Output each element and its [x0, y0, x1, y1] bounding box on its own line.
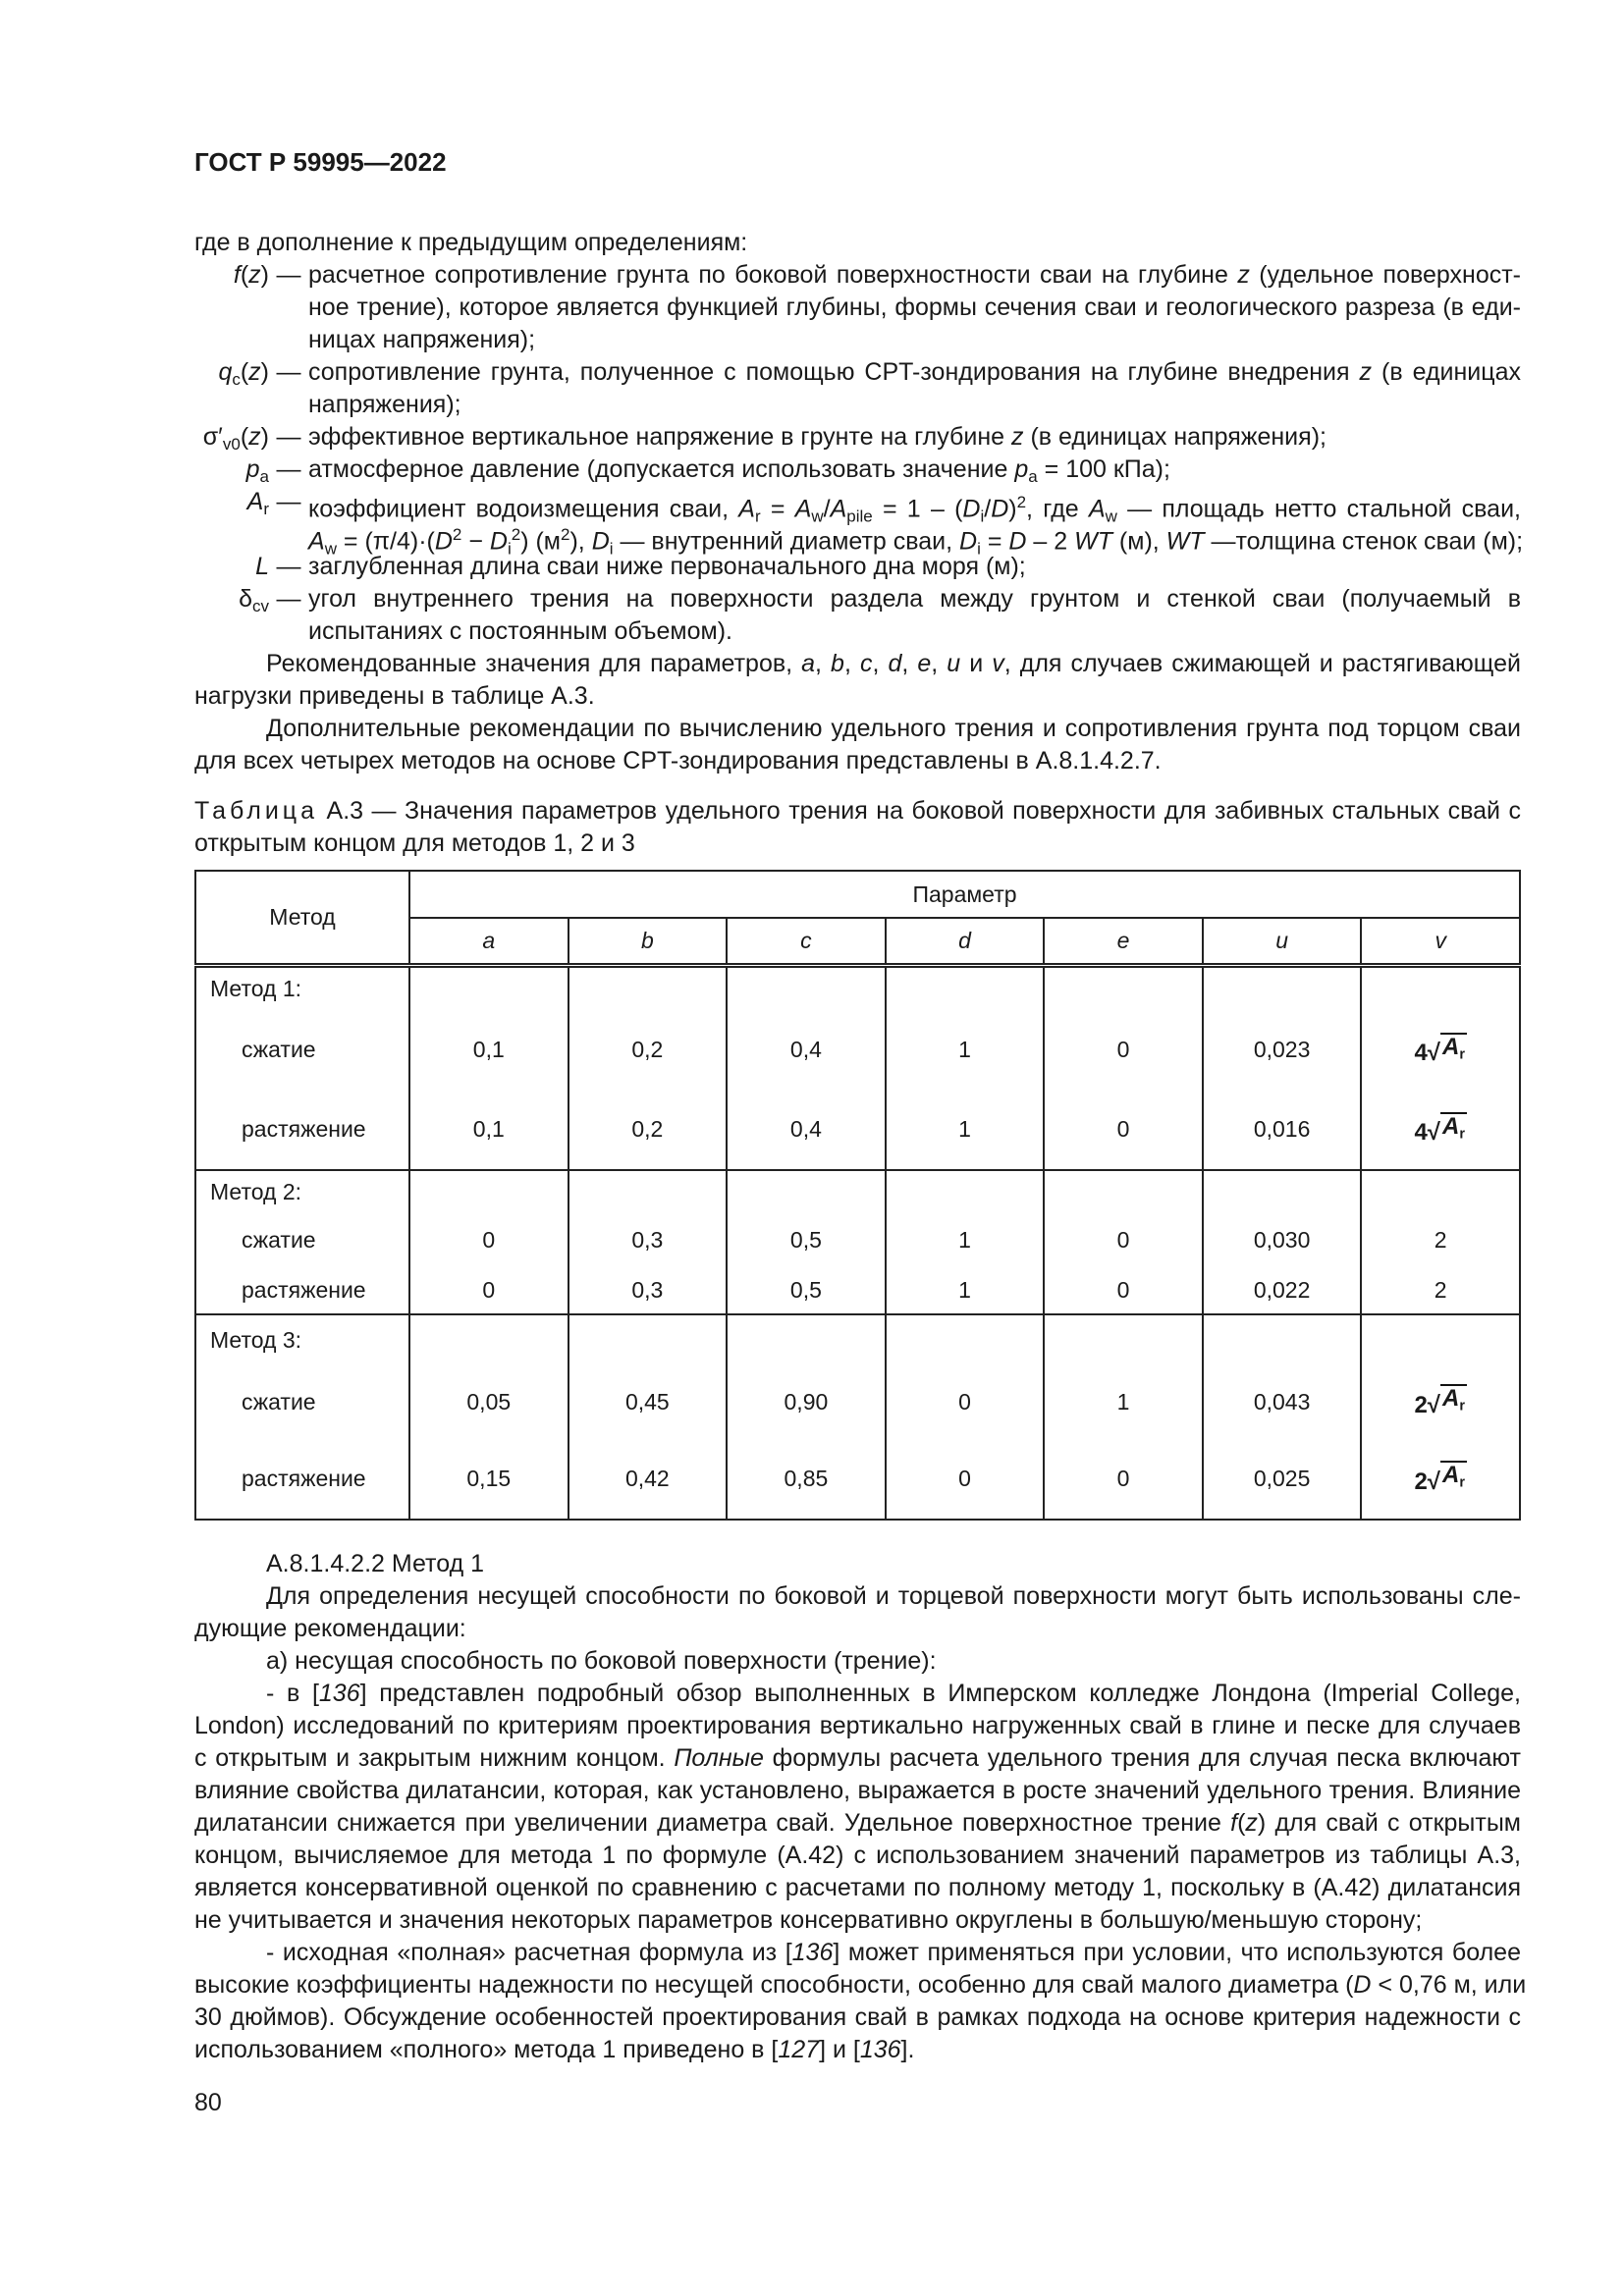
v-value-cell [1361, 1439, 1520, 1520]
text-span: 2 [561, 525, 570, 544]
text-line: Дополнительные рекомендации по вычислению удельного трения и сопротивления грунта под торцом сваи [266, 715, 1521, 742]
text-line: напряжения); [308, 391, 461, 418]
text-span: z [1359, 358, 1373, 386]
formula-coefficient: 4 [1414, 1119, 1428, 1147]
formula-radicand [1440, 1384, 1467, 1418]
value-cell: 0,42 [568, 1439, 728, 1520]
load-case-label: растяжение [195, 1439, 409, 1520]
value-cell: 0,45 [568, 1365, 728, 1439]
table-row [195, 1267, 1520, 1314]
text-span: z [248, 423, 261, 451]
empty-cell [886, 1314, 1045, 1365]
empty-cell [568, 1170, 728, 1213]
formula-radicand [1440, 1461, 1467, 1495]
value-cell: 0 [886, 1439, 1045, 1520]
definitions-section [194, 227, 1524, 777]
text-span: e [917, 650, 932, 677]
parameter-table [194, 870, 1521, 1521]
value-cell: 0,05 [409, 1365, 568, 1439]
v-value-cell [1361, 1365, 1520, 1439]
load-case-label: сжатие [195, 1010, 409, 1091]
text-line: для всех четырех методов на основе CPT-зондирования представлены в А.8.1.4.2.7. [194, 747, 1162, 774]
definition-dash: — [276, 488, 301, 515]
text-span: pile [846, 507, 873, 526]
text-line: испытаниях с постоянным объемом). [308, 617, 732, 645]
radicand-symbol: A [1441, 1385, 1460, 1413]
text-line: сопротивление грунта, полученное с помощью CPT-зондирования на глубине внедрения z (в единицах [308, 358, 1521, 386]
text-line: коэффициент водоизмещения сваи, $A_r = A_w/A_{pile} = 1 - (D_i/D)^2$, где $A_w$ — площадь нетто стальной сваи, [308, 493, 1521, 526]
text-line: угол внутреннего трения на поверхности раздела между грунтом и стенкой сваи (получаемый в [308, 585, 1521, 613]
value-cell: 0 [1044, 1010, 1203, 1091]
method-group-row [195, 966, 1520, 1010]
value-cell: 1 [1044, 1365, 1203, 1439]
load-case-label: сжатие [195, 1213, 409, 1267]
text-span: f [233, 261, 241, 289]
value-cell: 0 [1044, 1267, 1203, 1314]
definition-item [194, 454, 1521, 486]
definition-text [308, 356, 1521, 421]
radicand-subscript: r [1459, 1046, 1465, 1063]
parameter-name-v: v [1361, 918, 1520, 966]
method-label: Метод 3: [195, 1314, 409, 1365]
text-span: A [830, 495, 847, 523]
value-cell: 0,030 [1203, 1213, 1362, 1267]
value-cell: 0,4 [727, 1091, 886, 1170]
text-span: a [259, 467, 269, 487]
value-cell: 0 [886, 1365, 1045, 1439]
radicand-symbol: A [1441, 1112, 1460, 1140]
text-span: D [959, 527, 978, 556]
empty-cell [568, 966, 728, 1010]
caption-line: открытым концом для методов 1, 2 и 3 [194, 829, 635, 857]
parameter-name-u: u [1203, 918, 1362, 966]
text-span: f [1230, 1809, 1238, 1837]
text-span: v [992, 650, 1004, 677]
definition-dash: — [276, 553, 301, 580]
empty-cell [1044, 966, 1203, 1010]
text-span: Полные [674, 1744, 764, 1772]
definitions-list [194, 259, 1524, 648]
text-span: z [1245, 1809, 1258, 1837]
method-header: Метод [195, 871, 409, 966]
parameter-name-d: d [886, 918, 1045, 966]
sqrt-icon: √ [1427, 1040, 1440, 1067]
value-cell: 0 [409, 1213, 568, 1267]
text-line: - в [136] представлен подробный обзор выполненных в Имперском колледже Лондона (Imperial College, [266, 1680, 1521, 1707]
table-row [195, 1091, 1520, 1170]
text-line: эффективное вертикальное напряжение в грунте на глубине z (в единицах напряжения); [308, 423, 1326, 451]
text-span: 136 [859, 2036, 901, 2063]
table-row [195, 1010, 1520, 1091]
method-group-row [195, 1314, 1520, 1365]
text-span: A [738, 495, 755, 523]
text-span: i [609, 539, 614, 559]
parameter-table-wrap [194, 870, 1521, 1521]
table-row [195, 1439, 1520, 1520]
text-span: a [801, 650, 816, 677]
value-cell: 0,1 [409, 1091, 568, 1170]
formula-coefficient: 4 [1414, 1040, 1428, 1067]
load-case-label: сжатие [195, 1365, 409, 1439]
text-span: i [977, 539, 981, 559]
parameter-name-e: e [1044, 918, 1203, 966]
empty-cell [409, 966, 568, 1010]
text-line: является консервативной оценкой по сравнению с расчетами по полному методу 1, поскольку в (А.42) дилатансия [194, 1874, 1521, 1901]
method-label: Метод 1: [195, 966, 409, 1010]
text-line: London) исследований по критериям проектирования вертикально нагруженных свай в глине и песке для случаев [194, 1712, 1521, 1739]
definition-item [194, 421, 1521, 454]
definition-item [194, 259, 1521, 356]
text-span: WT [1165, 527, 1205, 556]
formula-radicand [1440, 1033, 1467, 1067]
text-line: Для определения несущей способности по боковой и торцевой поверхности могут быть использованы сле- [266, 1582, 1521, 1610]
sqrt-formula [1414, 1461, 1466, 1495]
parameter-header: Параметр [409, 871, 1520, 918]
definition-symbol [194, 486, 269, 518]
v-value-cell: 2 [1361, 1213, 1520, 1267]
method-label: Метод 2: [195, 1170, 409, 1213]
value-cell: 1 [886, 1091, 1045, 1170]
text-span: w [1105, 507, 1117, 526]
text-span: L [255, 553, 269, 580]
value-cell: 0,90 [727, 1365, 886, 1439]
text-line: дилатансии снижается при увеличении диаметра свай. Удельное поверхностное трение f(z) для свай с открытым [194, 1809, 1521, 1837]
empty-cell [1203, 1314, 1362, 1365]
sqrt-formula [1414, 1033, 1466, 1067]
text-span: p [245, 455, 260, 483]
text-line: 30 дюймов). Обсуждение особенностей проектирования свай в рамках подхода на основе критерия надежности с [194, 2003, 1521, 2031]
empty-cell [1361, 966, 1520, 1010]
text-line: $A_w = (\pi/4)\cdot(D^2 - D_i^2)$ $(м^2)$, $D_i$ — внутренний диаметр сваи, $D_i = D - 2$ WT (м), WT —толщина стенок сваи (м); [308, 525, 1524, 559]
radicand-symbol: A [1441, 1033, 1460, 1060]
text-span: u [947, 650, 961, 677]
definition-dash: — [276, 358, 301, 386]
value-cell: 0,2 [568, 1010, 728, 1091]
empty-cell [727, 1314, 886, 1365]
definition-symbol [194, 454, 269, 486]
empty-cell [409, 1314, 568, 1365]
text-span: w [324, 539, 337, 559]
value-cell: 0,85 [727, 1439, 886, 1520]
text-span: v0 [222, 435, 241, 454]
text-span: 136 [791, 1939, 834, 1966]
text-line: заглубленная длина сваи ниже первоначального дна моря (м); [308, 553, 1026, 580]
text-span: d [888, 650, 902, 677]
definition-symbol: $\sigma'_{v0}(z)$ [202, 423, 269, 454]
text-line: использованием «полного» метода 1 приведено в [127] и [136]. [194, 2036, 915, 2063]
empty-cell [886, 1170, 1045, 1213]
definition-dash: — [276, 423, 301, 451]
value-cell: 0,022 [1203, 1267, 1362, 1314]
radicand-symbol: A [1441, 1462, 1460, 1489]
value-cell: 0,3 [568, 1213, 728, 1267]
sqrt-formula [1414, 1112, 1466, 1147]
text-span: D [591, 527, 610, 556]
value-cell: 1 [886, 1267, 1045, 1314]
load-case-label: растяжение [195, 1091, 409, 1170]
sqrt-icon: √ [1427, 1468, 1440, 1495]
radicand-subscript: r [1459, 1474, 1465, 1491]
paragraph [194, 1937, 1527, 2066]
text-span: z [1237, 261, 1250, 289]
text-line: а) несущая способность по боковой поверхности (трение): [266, 1647, 937, 1675]
load-case-label: растяжение [195, 1267, 409, 1314]
value-cell: 1 [886, 1010, 1045, 1091]
text-span: c [232, 370, 241, 390]
definition-item [194, 356, 1521, 421]
definition-symbol: f(z) [233, 261, 269, 289]
empty-cell [1203, 966, 1362, 1010]
value-cell: 0,4 [727, 1010, 886, 1091]
definition-text [308, 486, 1524, 559]
text-span: r [263, 500, 269, 519]
text-span: i [507, 539, 512, 559]
formula-radicand [1440, 1112, 1467, 1147]
text-span: b [831, 650, 844, 677]
text-span: D [489, 527, 508, 556]
definition-symbol [194, 551, 269, 583]
text-line: расчетное сопротивление грунта по боковой поверхностности сваи на глубине z (удельное поверхност- [308, 261, 1521, 289]
text-span: 2 [511, 525, 521, 544]
definition-text [308, 551, 1521, 583]
definition-text [308, 421, 1521, 454]
caption-line: Таблица А.3 — Значения параметров удельного трения на боковой поверхности для забивных стальных свай с [194, 797, 1521, 825]
text-span: 2 [452, 525, 462, 544]
document-header: ГОСТ Р 59995—2022 [194, 147, 447, 177]
table-caption [194, 795, 1521, 860]
definition-text [308, 259, 1521, 356]
text-line: высокие коэффициенты надежности по несущей способности, особенно для свай малого диаметра (D < 0,76 м, или [194, 1971, 1527, 1999]
text-line: не учитывается и значения некоторых параметров консервативно округлены в большую/меньшую сторону; [194, 1906, 1423, 1934]
text-span: D [991, 495, 1009, 523]
sqrt-icon: √ [1427, 1119, 1440, 1147]
text-line: дующие рекомендации: [194, 1615, 466, 1642]
empty-cell [1361, 1314, 1520, 1365]
paragraph [194, 1645, 1521, 1678]
text-span: A [794, 495, 812, 523]
paragraph [194, 648, 1521, 713]
method-group-row [195, 1170, 1520, 1213]
text-span: WT [1074, 527, 1112, 556]
text-span: z [248, 358, 261, 386]
caption-label: Таблица [194, 797, 319, 825]
empty-cell [568, 1314, 728, 1365]
value-cell: 1 [886, 1213, 1045, 1267]
value-cell: 0 [409, 1267, 568, 1314]
text-span: cv [252, 597, 269, 616]
text-span: D [1353, 1971, 1372, 1999]
value-cell: 0,5 [727, 1267, 886, 1314]
value-cell: 0,15 [409, 1439, 568, 1520]
definition-symbol: $q_c(z)$ [218, 358, 269, 390]
empty-cell [886, 966, 1045, 1010]
value-cell: 0,5 [727, 1213, 886, 1267]
text-span: w [811, 507, 824, 526]
text-span: c [859, 650, 873, 677]
text-span: D [962, 495, 981, 523]
definition-text [308, 583, 1521, 648]
empty-cell [727, 966, 886, 1010]
parameter-name-a: a [409, 918, 568, 966]
text-line: атмосферное давление (допускается использовать значение $p_a = 100$ кПа); [308, 455, 1170, 487]
empty-cell [727, 1170, 886, 1213]
text-line: концом, вычисляемое для метода 1 по формуле (А.42) с использованием значений параметров из таблицы А.3, [194, 1842, 1521, 1869]
paragraph [194, 1678, 1521, 1937]
sqrt-formula [1414, 1384, 1466, 1418]
empty-cell [409, 1170, 568, 1213]
empty-cell [1044, 1170, 1203, 1213]
empty-cell [1044, 1314, 1203, 1365]
page-number: 80 [194, 2089, 222, 2116]
text-span: q [218, 358, 233, 386]
text-line: А.8.1.4.2.2 Метод 1 [266, 1550, 485, 1577]
value-cell: 0,1 [409, 1010, 568, 1091]
text-line: влияние свойства дилатансии, которая, как установлено, выражается в росте значений удельного трения. Влияние [194, 1777, 1521, 1804]
radicand-subscript: r [1459, 1398, 1465, 1415]
empty-cell [1203, 1170, 1362, 1213]
paragraph [194, 713, 1521, 777]
formula-coefficient: 2 [1414, 1391, 1428, 1418]
table-row [195, 1365, 1520, 1439]
text-span: A [308, 527, 325, 556]
value-cell: 0 [1044, 1091, 1203, 1170]
text-span: p [1014, 455, 1029, 483]
text-span: z [1011, 423, 1024, 451]
value-cell: 0,023 [1203, 1010, 1362, 1091]
text-line: - исходная «полная» расчетная формула из [136] может применяться при условии, что используются более [266, 1939, 1521, 1966]
definition-item [194, 486, 1524, 559]
value-cell: 0,016 [1203, 1091, 1362, 1170]
text-span: r [754, 507, 761, 526]
value-cell: 0,025 [1203, 1439, 1362, 1520]
sqrt-icon: √ [1427, 1391, 1440, 1418]
text-span: i [980, 507, 985, 526]
radicand-subscript: r [1459, 1126, 1465, 1143]
text-span: 2 [1016, 493, 1027, 511]
definition-item [194, 583, 1521, 648]
value-cell: 0,2 [568, 1091, 728, 1170]
text-span: 136 [318, 1680, 360, 1707]
table-row [195, 1213, 1520, 1267]
definition-dash: — [276, 455, 301, 483]
definition-text [308, 454, 1521, 486]
text-line: ницах напряжения); [308, 326, 536, 353]
parameter-name-c: c [727, 918, 886, 966]
text-span: A [246, 488, 264, 515]
intro-text: где в дополнение к предыдущим определениям: [194, 229, 748, 256]
section-a-8-1-4-2-2 [194, 1548, 1527, 2066]
formula-coefficient: 2 [1414, 1468, 1428, 1495]
empty-cell [1361, 1170, 1520, 1213]
text-line: с открытым и закрытым нижним концом. Полные формулы расчета удельного трения для случая песка включают [194, 1744, 1521, 1772]
text-span: a [1028, 467, 1038, 487]
definition-item [194, 551, 1521, 583]
text-line: Рекомендованные значения для параметров, a, b, c, d, e, u и v, для случаев сжимающей и растягивающей [266, 650, 1521, 677]
value-cell: 0,043 [1203, 1365, 1362, 1439]
value-cell: 0 [1044, 1439, 1203, 1520]
paragraphs-before-table [194, 648, 1521, 777]
value-cell: 0,3 [568, 1267, 728, 1314]
v-value-cell: 2 [1361, 1267, 1520, 1314]
text-line: ное трение), которое является функцией глубины, формы сечения сваи и геологического разреза (в еди- [308, 294, 1521, 321]
parameter-name-b: b [568, 918, 728, 966]
text-span: D [1008, 527, 1027, 556]
v-value-cell [1361, 1091, 1520, 1170]
v-value-cell [1361, 1010, 1520, 1091]
text-span: A [1088, 495, 1106, 523]
paragraph [194, 1580, 1521, 1645]
text-span: D [434, 527, 453, 556]
definition-symbol: $\delta_{cv}$ [239, 585, 269, 616]
text-span: z [248, 261, 261, 289]
definition-dash: — [276, 261, 301, 289]
text-line: нагрузки приведены в таблице А.3. [194, 682, 595, 710]
text-span: 127 [778, 2036, 820, 2063]
paragraph [194, 1548, 1521, 1580]
definition-dash: — [276, 585, 301, 613]
value-cell: 0 [1044, 1213, 1203, 1267]
